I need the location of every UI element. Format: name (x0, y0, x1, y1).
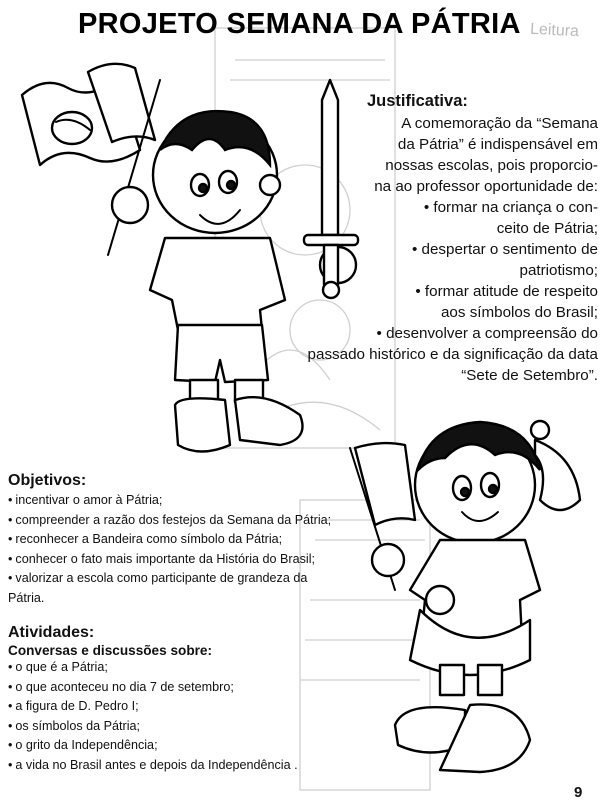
justificativa-section (292, 92, 598, 386)
justificativa-line: da Pátria” é indispensável em (397, 136, 598, 153)
list-item: Pátria. (8, 590, 45, 605)
objetivos-heading: Objetivos: (8, 472, 87, 489)
justificativa-line: nossas escolas, pois proporcio- (385, 157, 598, 174)
justificativa-line: “Sete de Setembro”. (461, 367, 598, 384)
list-item: • conhecer o fato mais importante da História do Brasil; (8, 550, 368, 570)
justificativa-line: na ao professor oportunidade de: (374, 178, 598, 195)
justificativa-text (292, 113, 598, 386)
list-item: • a vida no Brasil antes e depois da Independência . (8, 756, 388, 776)
list-item: • a figura de D. Pedro I; (8, 697, 388, 717)
list-item: • valorizar a escola como participante de grandeza da (8, 569, 368, 589)
page-number: 9 (574, 784, 583, 800)
list-item: • o que é a Pátria; (8, 658, 388, 678)
list-item: • o que aconteceu no dia 7 de setembro; (8, 678, 388, 698)
justificativa-line: • despertar o sentimento de (412, 241, 598, 258)
justificativa-line: • formar na criança o con- (423, 199, 598, 216)
justificativa-line: • formar atitude de respeito (415, 283, 598, 300)
justificativa-line: A comemoração da “Semana (401, 115, 598, 132)
objetivos-list (8, 491, 368, 608)
objetivos-section (8, 472, 368, 608)
justificativa-line: ceito de Pátria; (496, 220, 598, 237)
atividades-heading: Atividades: (8, 624, 95, 641)
list-item: • os símbolos da Pátria; (8, 717, 388, 737)
list-item: • o grito da Independência; (8, 736, 388, 756)
atividades-list (8, 658, 388, 775)
atividades-subheading: Conversas e discussões sobre: (8, 643, 212, 658)
list-item: • incentivar o amor à Pátria; (8, 491, 368, 511)
atividades-section (8, 624, 388, 775)
list-item: • reconhecer a Bandeira como símbolo da Pátria; (8, 530, 368, 550)
page-title: PROJETO SEMANA DA PÁTRIA (78, 8, 521, 40)
justificativa-line: • desenvolver a compreensão do (376, 325, 598, 342)
justificativa-line: passado histórico e da significação da data (307, 346, 598, 363)
justificativa-heading: Justificativa: (367, 92, 468, 110)
justificativa-line: aos símbolos do Brasil; (440, 304, 598, 321)
justificativa-line: patriotismo; (519, 262, 598, 279)
background-word: Leitura (529, 20, 580, 41)
list-item: • compreender a razão dos festejos da Semana da Pátria; (8, 511, 368, 531)
